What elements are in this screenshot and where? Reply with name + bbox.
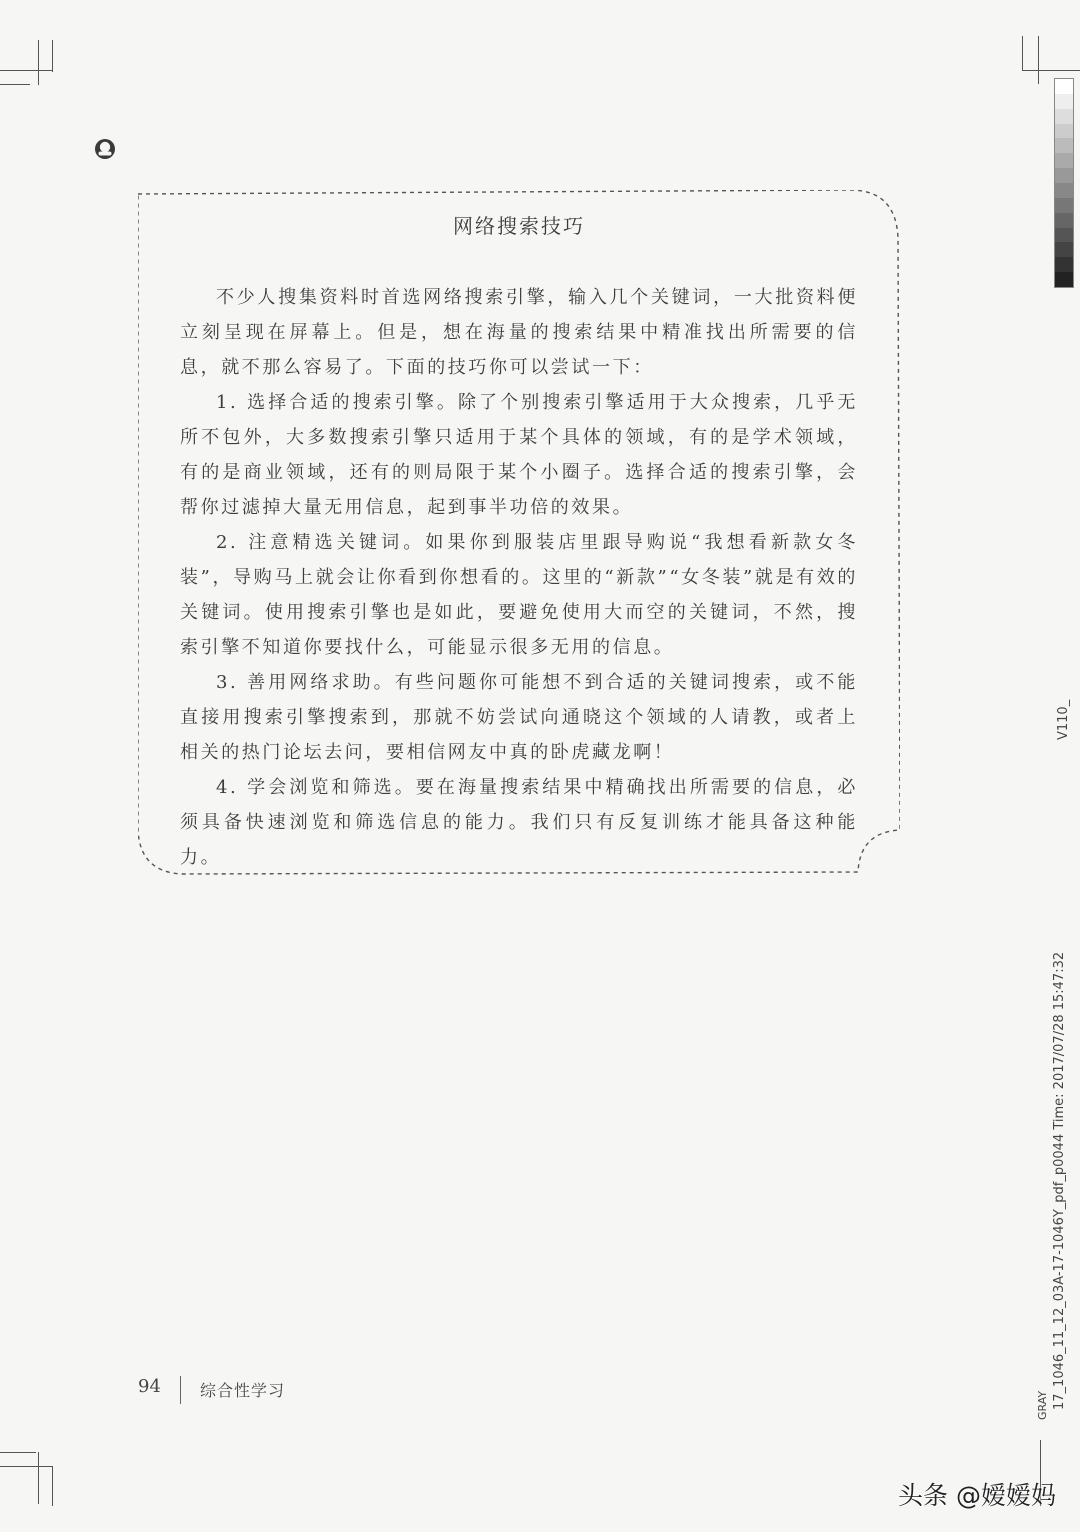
gray-swatch-7 (1055, 183, 1073, 198)
gray-swatch-10 (1055, 228, 1073, 243)
tip-paragraph-2: 2. 注意精选关键词。如果你到服装店里跟导购说“我想看新款女冬装”，导购马上就会让你看到你想看的。这里的“新款”“女冬装”就是有效的关键词。使用搜索引擎也是如此，要避免使用大而空的关键词，不然，搜索引擎不知道你要找什么，可能显示很多无用的信息。 (180, 532, 858, 658)
page-number: 94 (138, 1376, 161, 1397)
crop-mark-bottom-left-v2 (52, 1466, 53, 1506)
crop-mark-bottom-left-h (0, 1452, 36, 1453)
version-code: V110_ (1056, 699, 1071, 740)
crop-mark-bottom-left-h2 (0, 1466, 52, 1467)
tips-body (180, 280, 858, 875)
gray-swatch-3 (1055, 124, 1073, 139)
gray-swatch-13 (1055, 272, 1073, 287)
footer-separator (180, 1376, 181, 1404)
gray-swatch-12 (1055, 257, 1073, 272)
print-code-line: 17_1046_11_12_03A-17-1046Y_pdf_p0044 Time: 2017/07/28 15:47:32 (1052, 951, 1067, 1410)
gray-swatch-9 (1055, 213, 1073, 228)
tip-paragraph-1: 1. 选择合适的搜索引擎。除了个别搜索引擎适用于大众搜索，几乎无所不包外，大多数搜索引擎只适用于某个具体的领域，有的是学术领域，有的是商业领域，还有的则局限于某个小圈子。选择合适的搜索引擎，会帮你过滤掉大量无用信息，起到事半功倍的效果。 (180, 392, 858, 518)
crop-mark-top-right-v (1022, 36, 1023, 70)
gray-swatch-4 (1055, 138, 1073, 153)
tip-paragraph-4: 4. 学会浏览和筛选。要在海量搜索结果中精确找出所需要的信息，必须具备快速浏览和筛选信息的能力。我们只有反复训练才能具备这种能力。 (180, 777, 858, 868)
gray-swatch-5 (1055, 153, 1073, 168)
crop-mark-top-left-h (0, 70, 52, 71)
watermark: 头条 @嫒嫒妈 (898, 1481, 1056, 1510)
gray-swatch-2 (1055, 109, 1073, 124)
gray-swatch-6 (1055, 168, 1073, 183)
crop-mark-top-right-v2 (1038, 36, 1039, 84)
gray-swatch-1 (1055, 94, 1073, 109)
crop-mark-top-left-h2 (0, 84, 30, 85)
crop-mark-top-left-v (38, 40, 39, 85)
tips-title: 网络搜索技巧 (453, 214, 585, 238)
crop-mark-top-left-v2 (52, 40, 53, 72)
person-head-icon (94, 138, 116, 160)
gray-swatch-8 (1055, 198, 1073, 213)
gray-swatch-0 (1055, 79, 1073, 94)
grayscale-calibration-bar (1054, 78, 1074, 288)
crop-mark-top-right-h (1022, 70, 1080, 71)
intro-paragraph: 不少人搜集资料时首选网络搜索引擎，输入几个关键词，一大批资料便立刻呈现在屏幕上。但是，想在海量的搜索结果中精准找出所需要的信息，就不那么容易了。下面的技巧你可以尝试一下： (180, 287, 858, 378)
section-name: 综合性学习 (200, 1381, 286, 1400)
color-mode-label: GRAY (1036, 1390, 1049, 1420)
crop-mark-bottom-left-v (38, 1452, 39, 1504)
tip-paragraph-3: 3. 善用网络求助。有些问题你可能想不到合适的关键词搜索，或不能直接用搜索引擎搜索到，那就不妨尝试向通晓这个领域的人请教，或者上相关的热门论坛去问，要相信网友中真的卧虎藏龙啊！ (180, 672, 858, 763)
gray-swatch-11 (1055, 242, 1073, 257)
